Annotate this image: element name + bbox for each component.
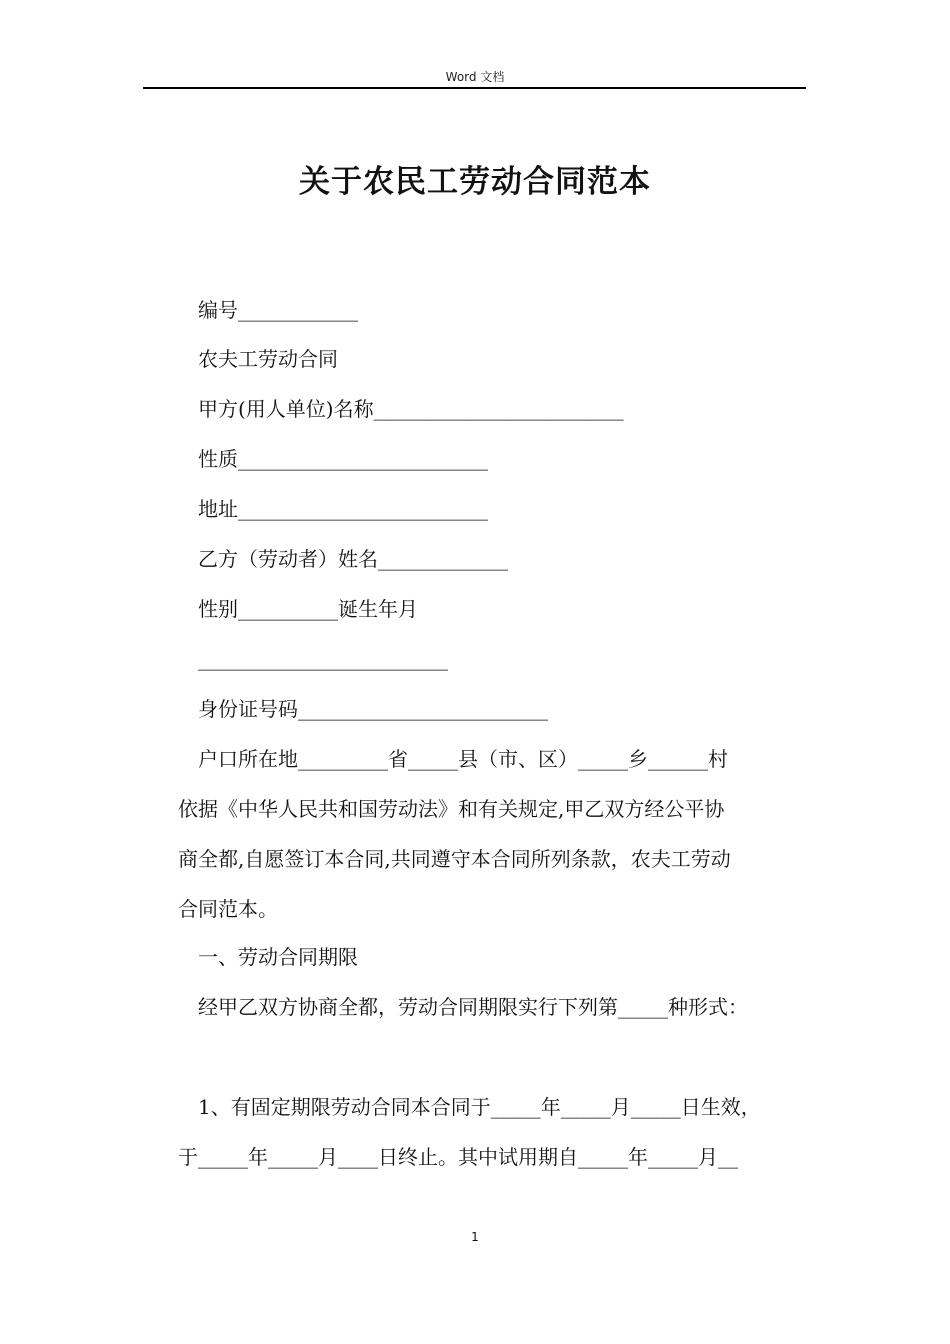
address-line: 地址_________________________ (198, 497, 488, 521)
header-rule (143, 87, 806, 89)
contract-name-line: 农夫工劳动合同 (198, 347, 338, 371)
id-number-line: 身份证号码_________________________ (198, 697, 548, 721)
party-b-name-line: 乙方（劳动者）姓名_____________ (198, 547, 508, 571)
party-a-name-line: 甲方(用人单位)名称_________________________ (198, 397, 624, 421)
household-line: 户口所在地_________省_____县（市、区）_____乡______村 (198, 747, 728, 771)
fixed-term-continued-line: 于_____年_____月____日终止。其中试用期自_____年_____月__ (178, 1145, 738, 1169)
gender-birth-line: 性别__________诞生年月 (198, 597, 418, 621)
section-heading: 一、劳动合同期限 (198, 945, 358, 969)
term-form-line: 经甲乙双方协商全都，劳动合同期限实行下列第_____种形式： (198, 995, 748, 1019)
nature-line: 性质_________________________ (198, 447, 488, 471)
paragraph-line: 合同范本。 (178, 897, 278, 921)
document-title: 关于农民工劳动合同范本 (299, 164, 651, 200)
contract-number-line: 编号____________ (198, 298, 358, 322)
birth-blank-line: _________________________ (198, 647, 448, 671)
page-number: 1 (471, 1230, 479, 1244)
fixed-term-line: 1、有固定期限劳动合同本合同于_____年_____月_____日生效， (198, 1095, 761, 1119)
paragraph-line: 商全都,自愿签订本合同,共同遵守本合同所列条款，农夫工劳动 (178, 847, 731, 871)
page-header: Word 文档 (445, 70, 505, 84)
paragraph-line: 依据《中华人民共和国劳动法》和有关规定,甲乙双方经公平协 (178, 797, 725, 821)
